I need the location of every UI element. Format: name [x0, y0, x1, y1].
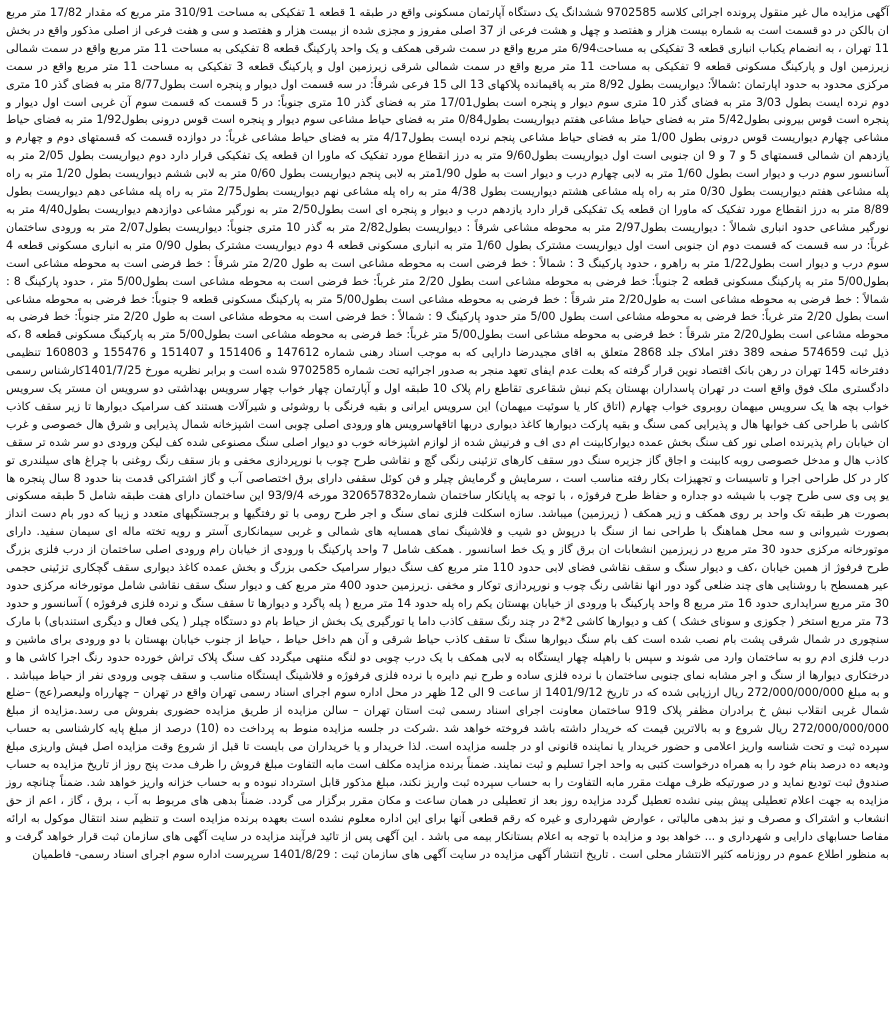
- notice-body-text: آگهی مزایده مال غیر منقول پرونده اجرائی کلاسه 9702585 ششدانگ یک دستگاه آپارتمان مسکونی واقع در طبقه 1 قطعه 1 تفکیکی به مساحت 310/91 متر مربع که مقدار 17/82 متر مربع ان بالکن در دو قسمت است به شماره بیست هزار و هفتصد و چهل و هشت فرعی از 37 اصلی مفروز و مجزی شده از بیست هزار و هفتصد و سی و هفت فرعی از اصلی مذکور واقع در بخش 11 تهران ، به انضمام یکباب انباری قطعه 3 تفکیکی به مساحت6/94 متر مربع واقع در سمت شرقی همکف و یک واحد پارکینگ قطعه 8 تفکیکی به مساحت 11 متر مربع واقع در سمت شمالی زیرزمین اول و پارکینگ مسکونی قطعه 9 تفکیکی به مساحت 11 متر مربع واقع در سمت شمالی شرقی زیرزمین اول و پارکینگ قطعه 3 تفکیکی به مساحت 11 متر مربع واقع در سمت مرکزی محدود به حدود اپارتمان :شمالاً: دیواریست بطول 8/92 متر به پاقیمانده پلاکهای 13 الی 15 فرعی شرقاً: در سه قسمت اول دیوار و پنجره است بطول8/77 متر به فضای گذر 10 متری دوم نرده ایست بطول 3/03 متر به فضای گذر 10 متری سوم دیوار و پنجره است بطول17/01 متر به فضای گذر 10 متری جنوباً: در 5 قسمت که قسمت سوم آن غربی است اول دیوار و پنجره است قوس بیرونی بطول5/42 متر به فضای حیاط مشاعی هفتم دیواریست بطول0/84 متر به فضای حیاط مشاعی سوم دیوار و پنجره است قوس درونی بطول1/92 متر به فضای حیاط مشاعی چهارم دیواریست قوس درونی بطول 1/00 متر به فضای حیاط مشاعی پنجم نرده ایست بطول4/17 متر به فضای حیاط مشاعی غرباً: در دوازده قسمت که قسمتهای دوم و چهارم و یازدهم ان شمالی قسمتهای 5 و 7 و 9 ان جنوبی است اول دیواریست بطول9/60 متر به درز انقطاع مورد تفکیک که ماورا ان قطعه یک تفکیکی قرار دارد دوم دیواریست بطول 2/05 متر به آسانسور سوم درب و دیوار است بطول 1/60 متر به لابی چهارم درب و دیوار است به طول 1/90متر به لابی پنجم دیواریست بطول 0/60 متر به لابی ششم دیواریست بطول 1/20 متر به راه پله مشاعی هفتم دیواریست بطول 0/30 متر به راه پله مشاعی هشتم دیواریست بطول 4/38 متر به راه پله مشاعی نهم دیواریست بطول2/75 متر به راه پله مشاعی دهم دیواریست بطول 8/89 متر به درز انقطاع مورد تفکیک که ماورا ان قطعه یک تفکیکی قرار دارد یازدهم درب و دیوار و پنجره ای است بطول2/50 متر به نورگیر مشاعی دوازدهم دیواریست بطول4/40 متر به نورگیر مشاعی حدود انباری شمالاً : دیواریست بطول2/97 متر به محوطه مشاعی شرقاً : دیواریست بطول2/82 متر به گذر 10 متری جنوباً: دیواریست بطول2/07 متر به ورودی ساختمان غرباً: در سه قسمت که قسمت دوم ان جنوبی است اول دیواریست مشترک بطول 1/60 متر به انباری مسکونی قطعه 4 دوم دیواریست مشترک بطول 0/90 متر به انباری مسکونی قطعه 4 سوم درب و دیوار است بطول1/22 متر به راهرو ، حدود پارکینگ 3 : شمالاً : خط فرضی است به محوطه مشاعی است به طول 2/20 متر شرقاً : خط فرضی است به محوطه مشاعی است بطول5/00 متر به پارکینگ مسکونی قطعه 2 جنوباً: خط فرضی به محوطه مشاعی است بطول 2/20 متر غرباً: خط فرضی است به محوطه مشاعی است بطول5/00 متر ، حدود پارکینگ 8 : شمالاً : خط فرضی به محوطه مشاعی است به طول2/20 متر شرقاً : خط فرضی به محوطه مشاعی است بطول5/00 متر به پارکینگ مسکونی قطعه 9 جنوباً: خط فرضی به محوطه مشاعی است بطول 2/20 متر غرباً: خط فرضی به محوطه مشاعی است بطول 5/00 متر حدود پارکینگ 9 : شمالاً : خط فرضی است به محوطه مشاعی است به طول 2/20 متر جنوباً: خط فرضی به محوطه مشاعی است بطول2/20 متر شرقاً : خط فرضی به محوطه مشاعی است بطول5/00 متر غرباً: خط فرضی به محوطه مشاعی است بطول5/00 متر به پارکینگ مسکونی قطعه 8 ،که ذیل ثبت 574659 صفحه 389 دفتر املاک جلد 2868 متعلق به اقای مجیدرضا دارایی که به موجب اسناد رهنی شماره 147612 و 151406 و 151407 و 155476 و 160803 تنظیمی دفترخانه 145 تهران در رهن بانک اقتصاد نوین قرار گرفته که بعلت عدم ایفای تعهد منجر به صدور اجرائیه تحت شماره 9702585 شده است و برابر نظریه مورخ 1401/7/25کارشناس رسمی دادگستری ملک فوق واقع است در تهران پاسداران بهستان یکم نبش شقاعری تقاطع رام پلاک 10 طبقه اول و آپارتمان چهار خواب چهار سرویس بهداشتی دو سرویس ان مستر یک سرویس خواب بچه ها یک سرویس میهمان روبروی خواب چهارم (اتاق کار یا سوئیت میهمان) این سرویس ایرانی و بقیه فرنگی با روشوئی و شیرآلات هستند کف سرامیک دیوارها تا زیر سقف کاذب کاشی با طراحی کف خوابها هال و پذیرایی کمی سنگ و بقیه پارکت دیوارها کاغذ دیواری دربها اتاقهاسرویس هاو ورودی اصلی چوبی است اشپزخانه شمال پذیرایی و شرق هال خصوصی و غرب ان خیابان رام پذیرنده اصلی نور کف سنگ بخش عمده دیوارکابینت ام دی اف و فرنیش شده از لوازم اشپزخانه خوب دو دیوار اصلی سنگ مصنوعی شده کف لیکن ورودی دو سر شده تر سقف کاذب هال و مدخل خصوصی روبه کابینت و اجاق گاز جزیره سنگ دور سقف کارهای تزئینی رنگی گچ و نقاشی طرح چوب با نورپردازی مخفی و باز سقف رنگ روغنی با چراغ های سیلندری تو کار در کل طراحی اجرا و تاسیسات و تجهیزات بکار رفته مناسب است ، سرمایش و گرمایش چیلر و فن کوئل سقفی دارای برق اختصاصی آب و گاز اشتراکی قدمت بنا حدود 8 سال پنجره ها یو پی وی سی طرح چوب با شیشه دو جداره و حفاظ طرح فرفوژه ، با توجه به پایانکار ساختمان شماره320657832 مورخه 93/9/4 این ساختمان دارای هفت طبقه شامل 5 طبقه مسکونی بصورت هر طبقه تک واحد بر روی همکف و زیر همکف ( زیرزمین) میباشد. سازه اسکلت فلزی نمای سنگ و اجر طرح رومی با تو رفتگیها و برجستگیهای متعدد و زیبا که دور بام دست انداز بصورت شیروانی و سه محل هماهنگ با طراحی نما از سنگ با درپوش دو شیب و فلاشینگ نمای همسایه های شمالی و غربی سیمانکاری آستر و رویه تخته ماله ای سیمان سفید. دارای موتورخانه مرکزی حدود 30 متر مربع در زیرزمین انشعابات ان برق گاز و یک خط اسانسور . همکف شامل 7 واحد پارکینگ با ورودی از خیابان رام ورودی اصلی ساختمان از درب فلزی بزرگ طرح فرفوژ از همین خیابان ،کف و دیوار سنگ و سقف نقاشی فضای لابی حدود 110 متر مربع کف سنگ دیوار سرامیک حکمی بزرگ و بخش عمده کاغذ دیواری سقف گچکاری تزئینی حجمی عیر همسطح با روشنایی های چند ضلعی گود دور انها نقاشی رنگ چوب و نورپردازی توکار و مخفی .زیرزمین حدود 400 متر مربع کف و دیوار سنگ سقف نقاشی شامل موتورخانه مرکزی حدود 30 متر مربع سرایداری حدود 16 متر مربع 8 واحد پارکینگ با ورودی از خیابان بهستان یکم راه پله حدود 14 متر مربع ( پله پاگرد و دیوارها تا سقف سنگ و نرده فلزی فرفوژه ) آسانسور و حدود 73 متر مربع استخر ( جکوزی و سونای خشک ) کف و دیوارها کاشی 2*2 در چند رنگ سقف کاذب داما یا تورگیری یک بخش از حیاط بام دو دستگاه چیلر ( یکی فعال و دیگری استندبای) با مارک سنچوری در شمال شرقی پشت بام نصب شده است کف بام سنگ دیوارها سنگ تا سقف کاذب حیاط شرقی و آن هم داخل حیاط ، حیاط از جنوب خیابان بهستان با دو ورودی برای ماشین و درب فلزی ادم رو به ساختمان وارد می شوند و سپس با راهپله چهار ایستگاه به لابی همکف با یک درب چوبی دو لنگه منتهی میگردد کف سنگ پلاک تراش خورده حدود رنگ اجرا کاشی ها و درختکاری دیوارها از سنگ و اجر مشابه نمای جنوبی ساختمان با نرده فلزی ساده و طرح نیم دایره با نرده فلزی فرفوژه و فلاشینگ ایستگاه مناسب و سقف چوبی ورودی نفر از حیاط میباشد . و به مبلغ 272/000/000/000 ریال ارزیابی شده که در تاریخ 1401/9/12 از ساعت 9 الی 12 ظهر در محل اداره سوم اجرای اسناد رسمی تهران واقع در تهران – چهارراه ولیعصر(عج) –ضلع شمال غربی انقلاب نبش خ برادران مظفر پلاک 919 ساختمان معاونت اجرای اسناد رسمی ثبت استان تهران – سالن مزایده از طریق مزایده حضوری بفروش می رسد.مزایده از مبلغ 272/000/000/000 ریال شروع و به بالاترین قیمت که خریدار داشته باشد فروخته خواهد شد .شرکت در جلسه مزایده منوط به پرداخت ده (10) درصد از مبلغ پایه کارشناسی به حساب سپرده ثبت و تحت شناسه واریز اعلامی و حضور خریدار یا نماینده قانونی او در جلسه مزایده است. لذا خریدار و یا خریداران می بایست تا قبل از شروع وقت مزایده اصل فیش واریزی مبلغ ودیعه ده درصد بنام خود را به همراه درخواست کتبی به واحد اجرا تسلیم و ثبت نمایند. ضمناً برنده مزایده مکلف است مابه التفاوت مبلغ فروش را ظرف مدت پنج روز از تاریخ مزایده به حساب صندوق ثبت تودیع نماید و در صورتیکه ظرف مهلت مقرر مابه التفاوت را به حساب سپرده ثبت واریز نکند، مبلغ مذکور قابل استرداد نبوده و به حساب خزانه واریز خواهد شد. ضمناً چنانچه روز مزایده به جهت اعلام تعطیلی پیش بینی نشده تعطیل گردد مزایده روز بعد از تعطیلی در همان ساعت و مکان مقرر برگزار می گردد. ضمناً بدهی های مربوط به آب ، برق ، گاز ، اعم از حق انشعاب و اشتراک و مصرف و نیز بدهی مالیاتی ، عوارض شهرداری و غیره که رقم قطعی آنها برای این اداره معلوم نشده است بعهده برنده مزایده است و تنظیم سند انتقال موکول به ارائه مفاصا حسابهای دارایی و شهرداری و ... خواهد بود و مزایده با توجه به اعلام بستانکار بیمه می باشد . این آگهی پس از تائید فرآیند مزایده در سایت آگهی های سازمان ثبت قرار خواهد گرفت و به منظور اطلاع عموم در روزنامه کثیر الانتشار محلی است . تاریخ انتشار آگهی مزایده در سایت آگهی های سازمان ثبت : 1401/8/29 سرپرست اداره سوم اجرای اسناد رسمی- فاطمیان: [6, 6, 890, 861]
